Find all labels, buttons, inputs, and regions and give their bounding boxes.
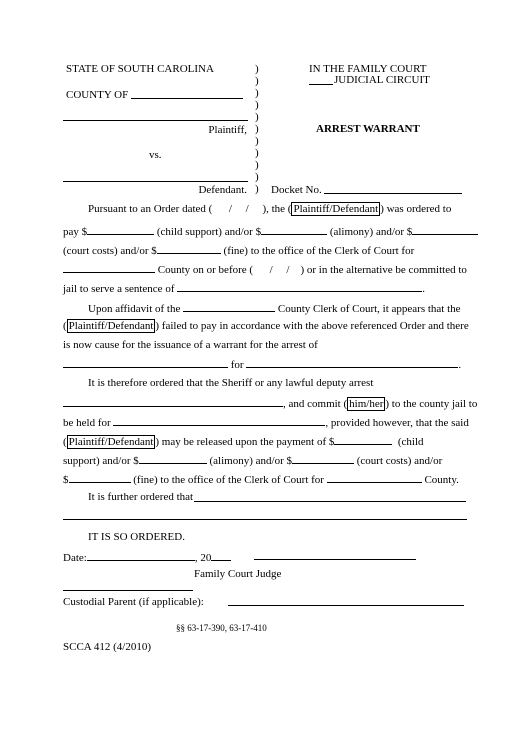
arrest-reason-blank[interactable]: [246, 357, 458, 368]
county-name-blank[interactable]: [63, 262, 155, 273]
caption-paren: ): [255, 111, 259, 123]
p4-line1: It is further ordered that: [88, 491, 194, 503]
judge-signature-blank[interactable]: [254, 559, 416, 560]
p1-line4: County on or before ( / / ) or in the alternative be committed to: [63, 262, 467, 277]
vs-label: vs.: [149, 149, 162, 161]
short-blank[interactable]: [63, 590, 193, 591]
p2-line4: for .: [63, 357, 461, 372]
p2-line1: Upon affidavit of the County Clerk of Court, it appears that the: [88, 303, 461, 315]
arrest-name-blank[interactable]: [63, 357, 228, 368]
court-costs-amount-blank[interactable]: [412, 224, 478, 235]
form-title: ARREST WARRANT: [316, 123, 420, 135]
caption-paren: ): [255, 159, 259, 171]
defendant-name-blank[interactable]: [63, 181, 248, 182]
p3-line3: be held for , provided however, that the said: [63, 417, 469, 429]
caption-paren: ): [255, 63, 259, 75]
plaintiff-defendant-choice[interactable]: Plaintiff/Defendant: [293, 203, 379, 215]
plaintiff-defendant-choice[interactable]: Plaintiff/Defendant: [68, 320, 154, 332]
docket-label: Docket No.: [271, 184, 322, 196]
further-order-blank[interactable]: [194, 501, 466, 502]
alimony-amount-blank[interactable]: [261, 224, 327, 235]
p2-line2: ( Plaintiff/Defendant ) failed to pay in accordance with the above referenced Order and there: [63, 320, 469, 332]
p3-line1: It is therefore ordered that the Sheriff or any lawful deputy arrest: [88, 377, 374, 389]
p1-line1: Pursuant to an Order dated ( / / ), the ( Plaintiff/Defendant ) was ordered to: [88, 203, 452, 215]
county-blank[interactable]: [131, 98, 243, 99]
form-number: SCCA 412 (4/2010): [63, 641, 152, 653]
p3-line2: , and commit ( him/her ) to the county jail to: [63, 396, 477, 411]
plaintiff-label: Plaintiff,: [208, 124, 247, 136]
arrestee-name-blank[interactable]: [63, 396, 283, 407]
docket-number-blank[interactable]: [324, 193, 462, 194]
court-title: IN THE FAMILY COURT: [309, 63, 427, 75]
further-order-blank-2[interactable]: [63, 519, 467, 520]
release-county-blank[interactable]: [327, 472, 422, 483]
custodial-parent-blank[interactable]: [228, 605, 464, 606]
state-label: STATE OF SOUTH CAROLINA: [66, 63, 214, 75]
p3-line6: $ (fine) to the office of the Clerk of Court for County.: [63, 474, 459, 486]
sentence-blank[interactable]: [177, 281, 422, 292]
him-her-choice[interactable]: him/her: [349, 398, 384, 410]
release-court-costs-blank[interactable]: [292, 453, 354, 464]
p3-line4: ( Plaintiff/Defendant ) may be released upon the payment of $ (child: [63, 436, 424, 448]
caption-paren: ): [255, 75, 259, 87]
release-fine-blank[interactable]: [69, 472, 131, 483]
so-ordered: IT IS SO ORDERED.: [88, 531, 185, 543]
caption-paren: ): [255, 183, 259, 195]
p1-line2: pay $ (child support) and/or $ (alimony) and/or $: [63, 224, 478, 239]
caption-paren: ): [255, 99, 259, 111]
caption-paren: ): [255, 135, 259, 147]
caption-paren: ): [255, 123, 259, 135]
plaintiff-defendant-choice[interactable]: Plaintiff/Defendant: [68, 436, 154, 448]
p3-line5: support) and/or $ (alimony) and/or $ (court costs) and/or: [63, 455, 443, 467]
p1-line3: (court costs) and/or $ (fine) to the office of the Clerk of Court for: [63, 245, 415, 257]
circuit-label: JUDICIAL CIRCUIT: [334, 74, 430, 86]
judge-label: Family Court Judge: [194, 568, 282, 580]
held-for-blank[interactable]: [113, 415, 325, 426]
plaintiff-name-blank[interactable]: [63, 120, 248, 121]
order-date-blank[interactable]: [87, 550, 195, 561]
date-line: Date: , 20: [63, 550, 231, 565]
circuit-blank[interactable]: [309, 84, 333, 85]
p1-line5: jail to serve a sentence of .: [63, 283, 425, 295]
caption-paren: ): [255, 147, 259, 159]
custodial-parent-label: Custodial Parent (if applicable):: [63, 596, 204, 608]
release-alimony-blank[interactable]: [139, 453, 207, 464]
fine-amount-blank[interactable]: [157, 243, 221, 254]
release-child-support-blank[interactable]: [334, 434, 392, 445]
p2-line3: is now cause for the issuance of a warrant for the arrest of: [63, 339, 318, 351]
county-label: COUNTY OF: [66, 89, 129, 101]
order-year-blank[interactable]: [211, 550, 231, 561]
child-support-amount-blank[interactable]: [87, 224, 154, 235]
defendant-label: Defendant.: [198, 184, 247, 196]
caption-paren: ): [255, 171, 259, 183]
affidavit-county-blank[interactable]: [183, 301, 275, 312]
statute-citation: §§ 63-17-390, 63-17-410: [176, 623, 267, 633]
caption-paren: ): [255, 87, 259, 99]
